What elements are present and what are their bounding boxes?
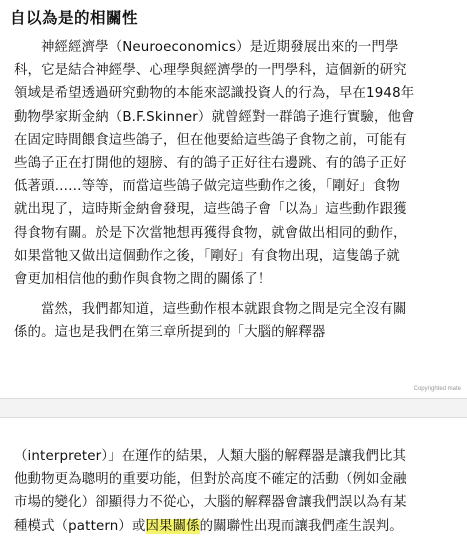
text-line: 係的。這也是我們在第三章所提到的「大腦的解釋器 bbox=[14, 325, 326, 341]
text-line: 動物學家斯金納（B.F.Skinner）就曾經對一群鴿子進行實驗，他會 bbox=[14, 109, 415, 125]
text-line: 些鴿子正在打開他的翅膀、有的鴿子正好往右邊跳、有的鴿子正好 bbox=[14, 156, 407, 172]
text-line: 低著頭……等等，而當這些鴿子做完這些動作之後，「剛好」食物 bbox=[14, 179, 400, 195]
text-line: 如果當牠又做出這個動作之後，「剛好」有食物出現，這隻鴿子就 bbox=[14, 248, 400, 264]
paragraph-interpreter-continued bbox=[14, 445, 454, 538]
text-line: 會更加相信他的動作與食物之間的關係了！ bbox=[14, 272, 272, 288]
text-line: 領域是希望透過研究動物的本能來認識投資人的行為，早在1948年 bbox=[14, 86, 415, 102]
text-line: 市場的變化）卻顯得力不從心，大腦的解釋器會讓我們誤以為有某 bbox=[14, 495, 407, 511]
text-line: 科，它是結合神經學、心理學與經濟學的一門學科，這個新的研究 bbox=[14, 63, 407, 79]
text-line: 當然，我們都知道，這些動作根本就跟食物之間是完全沒有關 bbox=[41, 302, 407, 317]
text-line: 神經經濟學（Neuroeconomics）是近期發展出來的一門學 bbox=[41, 40, 399, 55]
page-separator bbox=[0, 398, 467, 418]
text-line-last bbox=[14, 515, 454, 538]
paragraph-interpreter-intro bbox=[14, 298, 454, 344]
paragraph-pigeon-experiment bbox=[14, 36, 454, 291]
text-line: 在固定時間餵食這些鴿子，但在他要給這些鴿子食物之前，可能有 bbox=[14, 132, 407, 148]
text-line: （interpreter）」在運作的結果，人類大腦的解釋器是讓我們比其 bbox=[14, 449, 407, 464]
text-line: 得食物有關。於是下次當牠想再獲得食物，就會做出相同的動作， bbox=[14, 225, 407, 241]
copyright-notice: Copyrighted mate bbox=[413, 386, 461, 392]
section-title: 自以為是的相關性 bbox=[10, 9, 139, 27]
text-segment: 種模式（pattern）或 bbox=[14, 518, 146, 534]
text-line: 他動物更為聰明的重要功能，但對於高度不確定的活動（例如金融 bbox=[14, 472, 407, 488]
text-segment: 的關聯性出現而讓我們產生誤判。 bbox=[199, 518, 403, 534]
highlighted-text[interactable]: 因果關係 bbox=[145, 518, 200, 534]
text-line: 就出現了，這時斯金納會發現，這些鴿子會「以為」這些動作跟獲 bbox=[14, 202, 407, 218]
